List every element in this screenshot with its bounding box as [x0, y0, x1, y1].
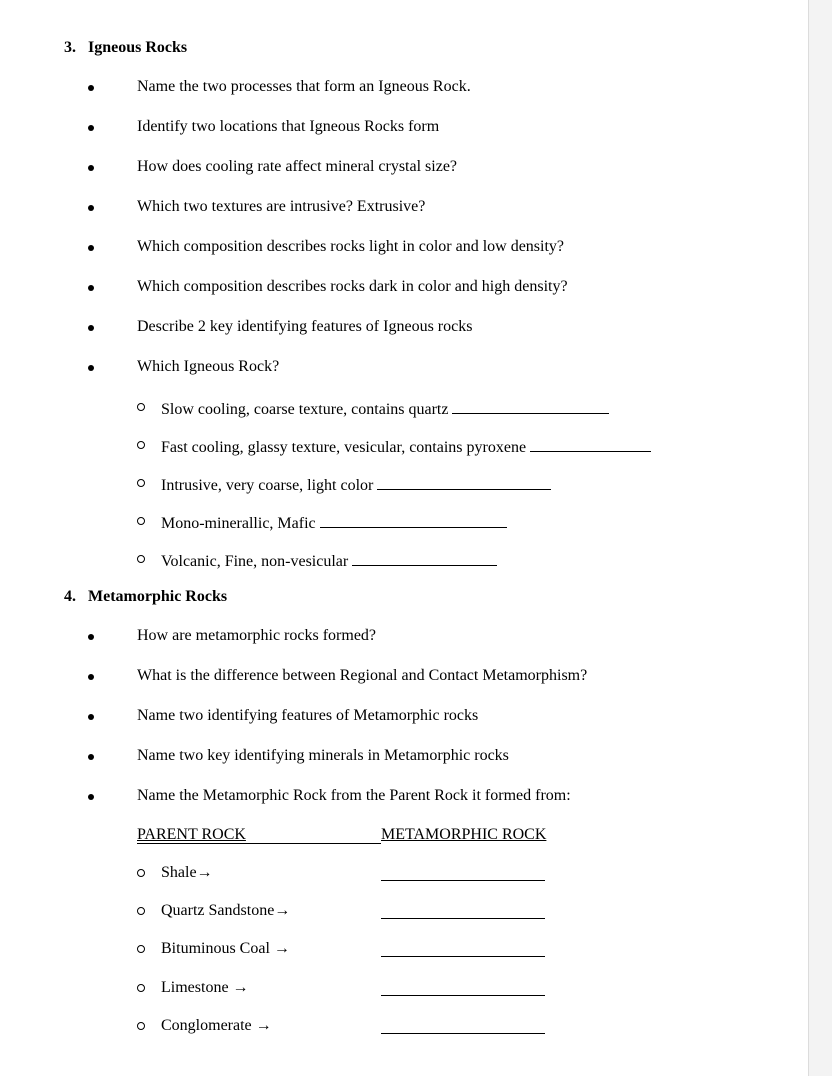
- question-text: What is the difference between Regional and Contact Metamorphism?: [137, 667, 588, 684]
- metamorphic-rock-header: METAMORPHIC ROCK: [381, 826, 547, 843]
- question-text: Which Igneous Rock?: [137, 358, 280, 375]
- section-3-heading: [64, 39, 187, 57]
- question-text: Name two key identifying minerals in Metamorphic rocks: [137, 747, 509, 764]
- bullet-icon: [88, 285, 94, 291]
- question-text: How are metamorphic rocks formed?: [137, 627, 377, 644]
- circle-bullet-icon: [137, 945, 145, 953]
- circle-bullet-icon: [137, 403, 145, 411]
- metamorphic-answer-blank[interactable]: [381, 880, 545, 881]
- section-4-heading: [64, 588, 227, 606]
- circle-bullet-icon: [137, 441, 145, 449]
- sub-item-text: Mono-minerallic, Mafic: [161, 515, 316, 532]
- section-4-title: Metamorphic Rocks: [88, 588, 228, 605]
- sub-item-text: Fast cooling, glassy texture, vesicular, contains pyroxene: [161, 439, 527, 456]
- sub-item-text: Intrusive, very coarse, light color: [161, 477, 374, 494]
- circle-bullet-icon: [137, 869, 145, 877]
- answer-blank[interactable]: [530, 436, 651, 452]
- question-text: Which composition describes rocks dark in color and high density?: [137, 278, 568, 295]
- answer-blank[interactable]: [352, 550, 497, 566]
- bullet-icon: [88, 714, 94, 720]
- question-text: Which two textures are intrusive? Extrusive?: [137, 198, 426, 215]
- sub-item-text: Volcanic, Fine, non-vesicular: [161, 553, 349, 570]
- question-text: How does cooling rate affect mineral crystal size?: [137, 158, 458, 175]
- circle-bullet-icon: [137, 984, 145, 992]
- question-text: Name two identifying features of Metamorphic rocks: [137, 707, 479, 724]
- answer-blank[interactable]: [452, 398, 609, 414]
- metamorphic-answer-blank[interactable]: [381, 918, 545, 919]
- bullet-icon: [88, 634, 94, 640]
- bullet-icon: [88, 125, 94, 131]
- section-3-title: Igneous Rocks: [88, 39, 188, 56]
- metamorphic-answer-blank[interactable]: [381, 995, 545, 996]
- answer-blank[interactable]: [320, 512, 507, 528]
- bullet-icon: [88, 365, 94, 371]
- circle-bullet-icon: [137, 517, 145, 525]
- question-text: Name the two processes that form an Igneous Rock.: [137, 78, 471, 95]
- bullet-icon: [88, 205, 94, 211]
- bullet-icon: [88, 85, 94, 91]
- bullet-icon: [88, 245, 94, 251]
- answer-blank[interactable]: [377, 474, 551, 490]
- parent-rock-name: Conglomerate →: [161, 1017, 272, 1034]
- sub-item-text: Slow cooling, coarse texture, contains quartz: [161, 401, 449, 418]
- parent-rock-name: Bituminous Coal →: [161, 940, 290, 957]
- section-4-number: 4.: [64, 588, 76, 605]
- circle-bullet-icon: [137, 1022, 145, 1030]
- question-text: Name the Metamorphic Rock from the Parent Rock it formed from:: [137, 787, 571, 804]
- parent-rock-header: PARENT ROCK: [137, 826, 246, 843]
- metamorphic-answer-blank[interactable]: [381, 956, 545, 957]
- question-text: Identify two locations that Igneous Rocks form: [137, 118, 440, 135]
- bullet-icon: [88, 754, 94, 760]
- parent-rock-name: Limestone →: [161, 979, 249, 996]
- question-text: Describe 2 key identifying features of Igneous rocks: [137, 318, 473, 335]
- metamorphic-answer-blank[interactable]: [381, 1033, 545, 1034]
- bullet-icon: [88, 794, 94, 800]
- bullet-icon: [88, 674, 94, 680]
- parent-rock-name: Shale→: [161, 864, 213, 881]
- question-text: Which composition describes rocks light in color and low density?: [137, 238, 565, 255]
- circle-bullet-icon: [137, 555, 145, 563]
- circle-bullet-icon: [137, 479, 145, 487]
- header-underline: [137, 843, 381, 844]
- bullet-icon: [88, 165, 94, 171]
- section-3-number: 3.: [64, 39, 76, 56]
- page-edge: [808, 0, 832, 1076]
- circle-bullet-icon: [137, 907, 145, 915]
- parent-rock-name: Quartz Sandstone→: [161, 902, 291, 919]
- bullet-icon: [88, 325, 94, 331]
